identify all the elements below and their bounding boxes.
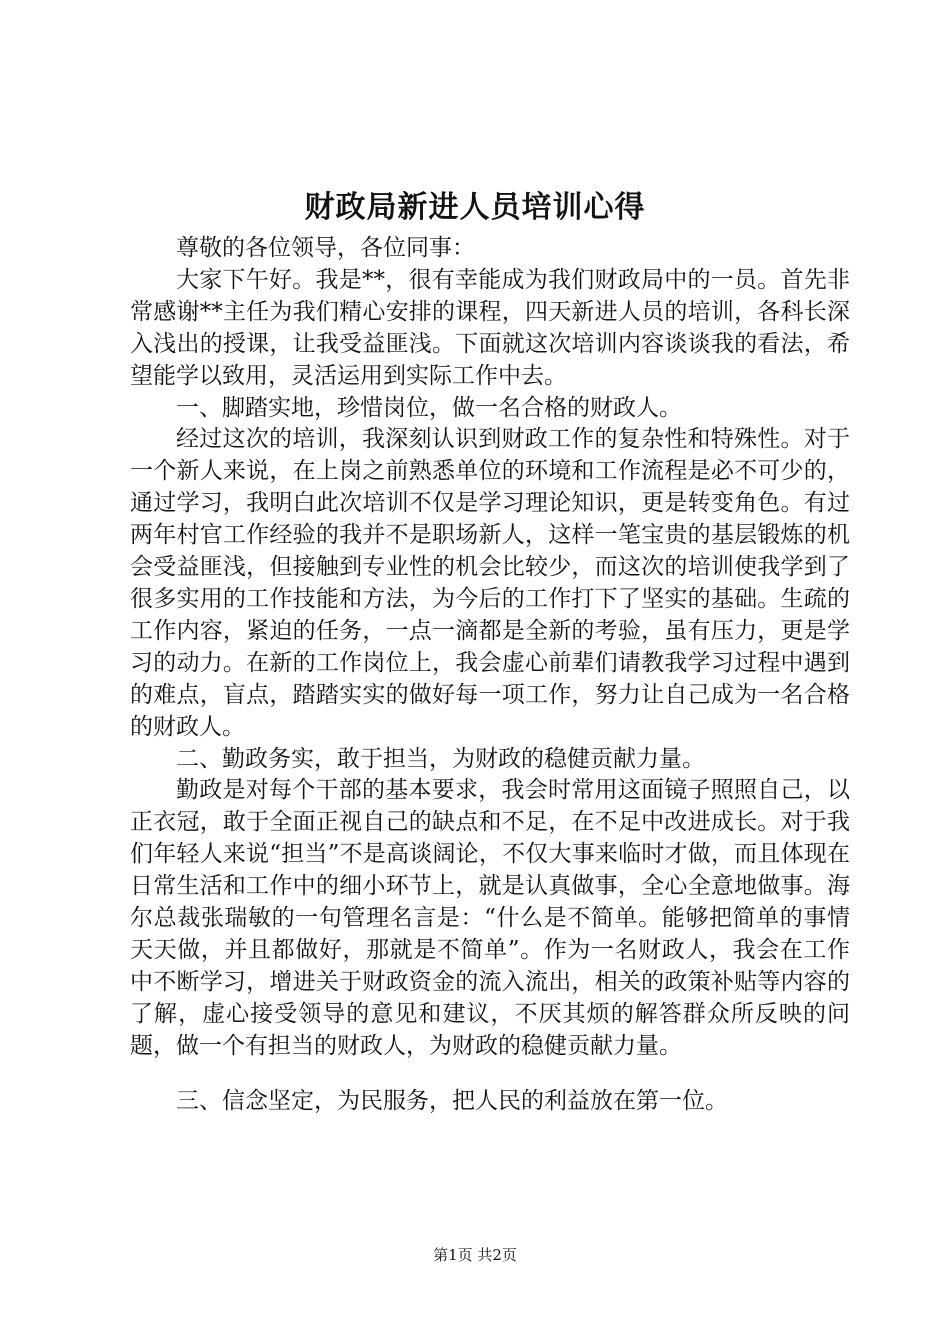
salutation-paragraph: 尊敬的各位领导，各位同事： bbox=[176, 235, 475, 261]
page-number-footer: 第1页 共2页 bbox=[433, 1246, 517, 1264]
intro-paragraph: 大家下午好。我是**，很有幸能成为我们财政局中的一员。首先非常感谢**主任为我们精心安排的课程，四天新进人员的培训，各科长深入浅出的授课，让我受益匪浅。下面就这次培训内容谈谈我的看法，希望能学以致用，灵活运用到实际工作中去。 bbox=[130, 266, 850, 389]
section-heading-1: 一、脚踏实地，珍惜岗位，做一名合格的财政人。 bbox=[176, 394, 682, 421]
section-1-paragraph: 经过这次的培训，我深刻认识到财政工作的复杂性和特殊性。对于一个新人来说，在上岗之前熟悉单位的环境和工作流程是必不可少的，通过学习，我明白此次培训不仅是学习理论知识，更是转变角色。有过两年村官工作经验的我并不是职场新人，这样一笔宝贵的基层锻炼的机会受益匪浅，但接触到专业性的机会比较少，而这次的培训使我学到了很多实用的工作技能和方法，为今后的工作打下了坚实的基础。生疏的工作内容，紧迫的任务，一点一滴都是全新的考验，虽有压力，更是学习的动力。在新的工作岗位上，我会虚心前辈们请教我学习过程中遇到的难点，盲点，踏踏实实的做好每一项工作，努力让自己成为一名合格的财政人。 bbox=[130, 426, 850, 740]
document-body bbox=[130, 233, 850, 1117]
section-heading-2: 二、勤政务实，敢于担当，为财政的稳健贡献力量。 bbox=[176, 745, 705, 772]
section-heading-3: 三、信念坚定，为民服务，把人民的利益放在第一位。 bbox=[176, 1087, 728, 1114]
section-2-paragraph: 勤政是对每个干部的基本要求，我会时常用这面镜子照照自己，以正衣冠，敢于全面正视自己的缺点和不足，在不足中改进成长。对于我们年轻人来说“担当”不是高谈阔论，不仅大事来临时才做，而且体现在日常生活和工作中的细小环节上，就是认真做事，全心全意地做事。海尔总裁张瑞敏的一句管理名言是：“什么是不简单。能够把简单的事情天天做，并且都做好，那就是不简单”。作为一名财政人，我会在工作中不断学习，增进关于财政资金的流入流出，相关的政策补贴等内容的了解，虚心接受领导的意见和建议，不厌其烦的解答群众所反映的问题，做一个有担当的财政人，为财政的稳健贡献力量。 bbox=[130, 777, 850, 1059]
document-title: 财政局新进人员培训心得 bbox=[304, 190, 646, 225]
